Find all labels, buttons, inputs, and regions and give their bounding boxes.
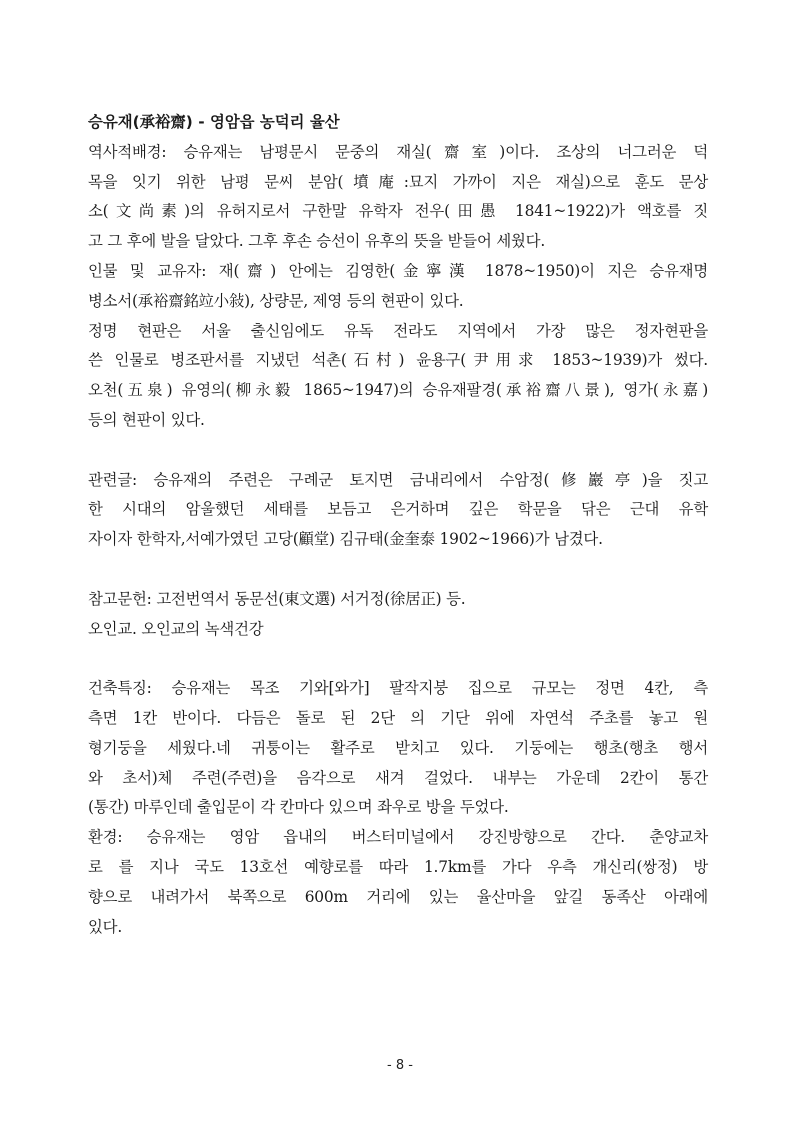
text-line: 오인교. 오인교의 녹색건강 (88, 619, 264, 638)
text-line: 로 를 지나 국도 13호선 예향로를 따라 1.7km를 가다 우측 개신리(쌍정) 방 (88, 857, 708, 876)
text-line: 한 시대의 암울했던 세태를 보듬고 은거하며 깊은 학문을 닦은 근대 유학 (88, 500, 708, 519)
text-line: 등의 현판이 있다. (88, 410, 205, 429)
text-line: 고 그 후에 발을 달았다. 그후 후손 승선이 유후의 뜻을 받들어 세웠다. (88, 232, 546, 251)
text-line: 소(文尚素)의 유허지로서 구한말 유학자 전우(田愚 1841~1922)가 액호를 짓 (88, 202, 708, 221)
reference-paragraph (88, 585, 708, 645)
text-line: 측면 1칸 반이다. 다듬은 돌로 된 2단 의 기단 위에 자연석 주초를 놓고 원 (88, 708, 708, 727)
text-line: 정명 현판은 서울 출신임에도 유독 전라도 지역에서 가장 많은 정자현판을 (88, 321, 708, 340)
people-paragraph (88, 257, 708, 317)
paragraph-gap (88, 436, 708, 466)
text-line: 병소서(承裕齋銘竝小敍), 상량문, 제영 등의 현판이 있다. (88, 291, 464, 310)
text-line: 역사적배경: 승유재는 남평문시 문중의 재실(齋室)이다. 조상의 너그러운 덕 (88, 142, 708, 161)
text-line: 목을 잇기 위한 남평 문씨 분암(墳庵:묘지 가까이 지은 재실)으로 훈도 문상 (88, 172, 708, 191)
text-line: 참고문헌: 고전번역서 동문선(東文選) 서거정(徐居正) 등. (88, 589, 466, 608)
text-line: 쓴 인물로 병조판서를 지냈던 석촌(石村) 윤용구(尹用求 1853~1939)가 썼다. (88, 351, 708, 370)
related-paragraph (88, 466, 708, 555)
text-line: 오천(五泉) 유영의(柳永毅 1865~1947)의 승유재팔경(承裕齋八景), 영가(永嘉) (88, 381, 708, 400)
history-paragraph (88, 138, 708, 257)
text-line: 향으로 내려가서 북쪽으로 600m 거리에 있는 율산마을 앞길 동족산 아래에 (88, 887, 708, 906)
paragraph-gap (88, 555, 708, 585)
text-line: 인물 및 교유자: 재(齋) 안에는 김영한(金寧漢 1878~1950)이 지은 승유재명 (88, 261, 708, 280)
text-line: 와 초서)체 주련(주련)을 음각으로 새겨 걸었다. 내부는 가운데 2칸이 통간 (88, 768, 708, 787)
paragraph-gap (88, 644, 708, 674)
text-line: (통간) 마루인데 출입문이 각 칸마다 있으며 좌우로 방을 두었다. (88, 798, 509, 817)
architecture-paragraph (88, 674, 708, 823)
document-title: 승유재(承裕齋) - 영암읍 농덕리 율산 (88, 113, 340, 131)
text-line: 환경: 승유재는 영암 읍내의 버스터미널에서 강진방향으로 간다. 춘양교차 (88, 828, 708, 847)
text-line: 자이자 한학자,서예가였던 고당(顧堂) 김규태(金奎泰 1902~1966)가 남겼다. (88, 530, 603, 549)
text-line: 건축특징: 승유재는 목조 기와[와가] 팔작지붕 집으로 규모는 정면 4칸, 측 (88, 679, 708, 698)
environment-paragraph (88, 823, 708, 942)
text-line: 관련글: 승유재의 주련은 구례군 토지면 금내리에서 수암정(修巖亭)을 짓고 (88, 470, 708, 489)
page-number: - 8 - (387, 1058, 413, 1073)
signboard-paragraph (88, 317, 708, 436)
text-line: 있다. (88, 917, 123, 936)
text-line: 형기둥을 세웠다.네 귀퉁이는 활주로 받치고 있다. 기둥에는 행초(행초 행서 (88, 738, 708, 757)
document-body (88, 108, 708, 942)
